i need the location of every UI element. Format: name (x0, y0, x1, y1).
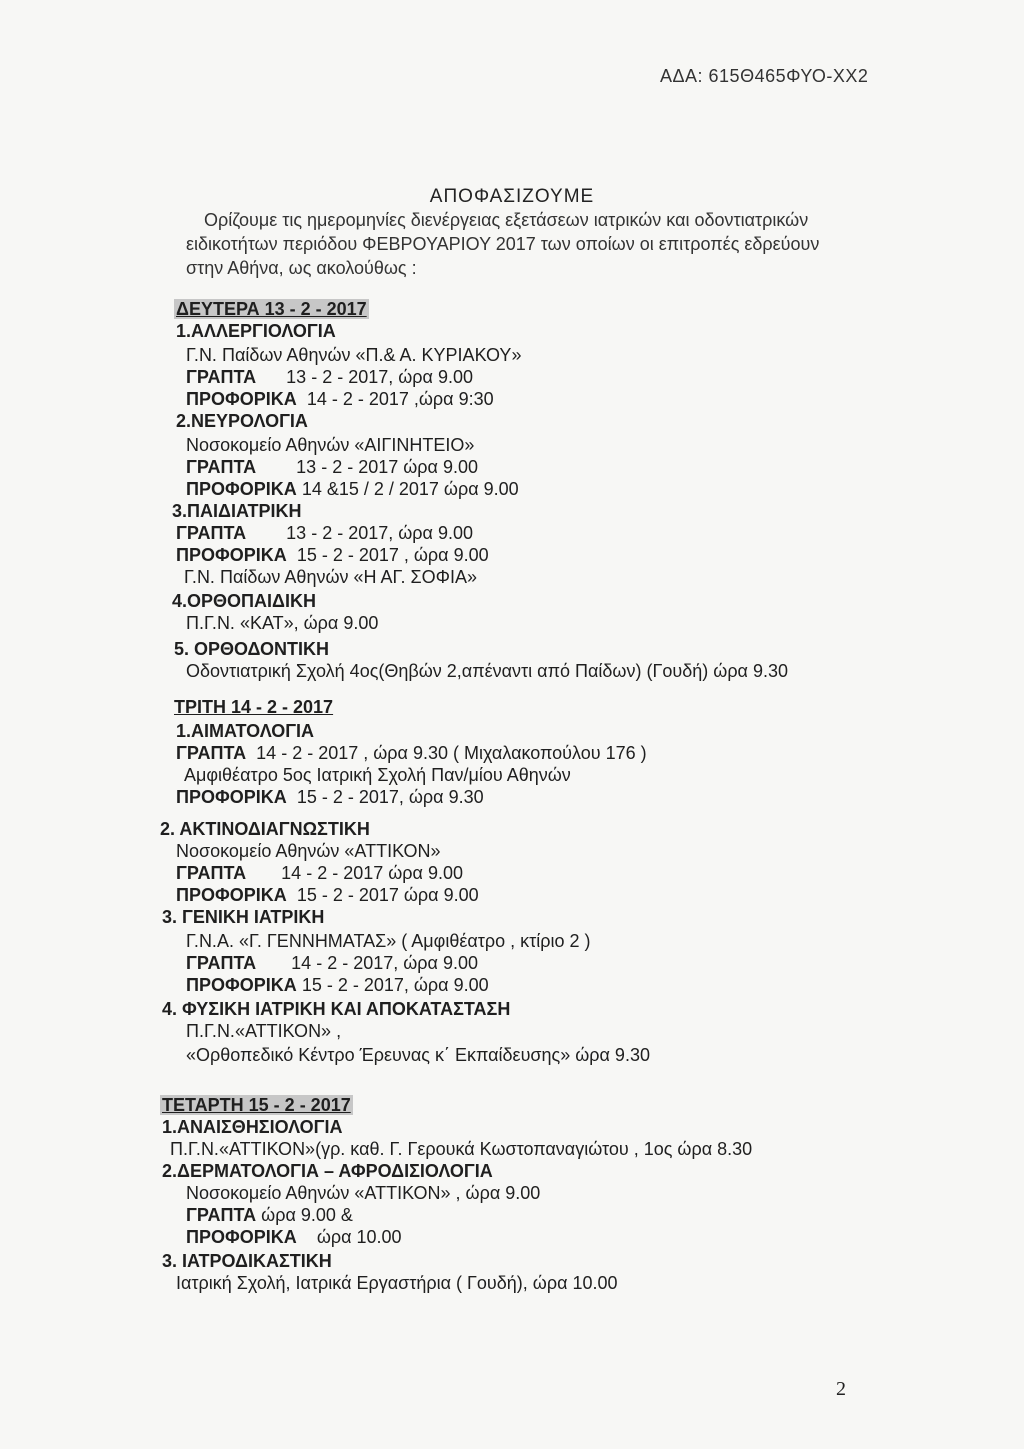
exam-place: Αμφιθέατρο 5ος Ιατρική Σχολή Παν/μίου Αθηνών (184, 765, 571, 785)
exam-place: Νοσοκομείο Αθηνών «ΑΤΤΙΚΟΝ» (176, 841, 441, 861)
intro-line-3: στην Αθήνα, ως ακολούθως : (186, 258, 417, 278)
monday-s1 (176, 320, 336, 342)
monday-day-heading: ΔΕΥΤΕΡΑ 13 - 2 - 2017 (176, 299, 367, 319)
oral-date: ώρα 10.00 (316, 1227, 402, 1247)
page-number: 2 (836, 1378, 846, 1400)
specialty-name: 1.ΑΙΜΑΤΟΛΟΓΙΑ (176, 721, 315, 741)
exam-place: Π.Γ.Ν.«ΑΤΤΙΚΟΝ»(γρ. καθ. Γ. Γερουκά Κωστοπαναγιώτου , 1ος ώρα 8.30 (170, 1139, 753, 1159)
ada-code: ΑΔΑ: 615Θ465ΦΥΟ-ΧΧ2 (660, 66, 869, 86)
written-date: 14 - 2 - 2017 , ώρα 9.30 ( Μιχαλακοπούλου 176 ) (256, 743, 647, 763)
oral-date: 15 - 2 - 2017 , ώρα 9.00 (296, 545, 489, 565)
monday-s1-details (186, 344, 521, 410)
oral-label: ΠΡΟΦΟΡΙΚΑ (186, 975, 297, 995)
written-date: 14 - 2 - 2017 ώρα 9.00 (281, 863, 463, 883)
oral-date: 14 &15 / 2 / 2017 ώρα 9.00 (301, 479, 519, 499)
written-label: ΓΡΑΠΤΑ (176, 743, 247, 763)
written-date: 13 - 2 - 2017, ώρα 9.00 (286, 367, 473, 387)
oral-date: 14 - 2 - 2017 ,ώρα 9:30 (306, 389, 494, 409)
tuesday-s2-details (176, 840, 479, 906)
tuesday-s2 (160, 818, 370, 840)
oral-label: ΠΡΟΦΟΡΙΚΑ (186, 1227, 297, 1247)
exam-place: Π.Γ.Ν.«ΑΤΤΙΚΟΝ» , (186, 1021, 342, 1041)
oral-date: 15 - 2 - 2017, ώρα 9.00 (301, 975, 489, 995)
written-label: ΓΡΑΠΤΑ (176, 523, 247, 543)
monday-s5 (174, 638, 788, 682)
intro-line-2: ειδικοτήτων περιόδου ΦΕΒΡΟΥΑΡΙΟΥ 2017 των οποίων οι επιτροπές εδρεύουν (186, 234, 820, 254)
exam-place: Π.Γ.Ν. «ΚΑΤ», ώρα 9.00 (186, 613, 379, 633)
tuesday-s3 (162, 906, 324, 928)
wednesday-s2-details (186, 1182, 540, 1248)
written-label: ΓΡΑΠΤΑ (186, 457, 257, 477)
written-label: ΓΡΑΠΤΑ (186, 367, 257, 387)
tuesday-s1 (176, 720, 647, 808)
specialty-name: 3. ΓΕΝΙΚΗ ΙΑΤΡΙΚΗ (162, 907, 325, 927)
specialty-name: 2.ΝΕΥΡΟΛΟΓΙΑ (176, 411, 308, 431)
oral-date: 15 - 2 - 2017, ώρα 9.30 (296, 787, 484, 807)
monday-s3-details (176, 522, 489, 588)
written-label: ΓΡΑΠΤΑ (186, 953, 257, 973)
specialty-name: 3.ΠΑΙΔΙΑΤΡΙΚΗ (172, 501, 302, 521)
specialty-name: 2.ΔΕΡΜΑΤΟΛΟΓΙΑ – ΑΦΡΟΔΙΣΙΟΛΟΓΙΑ (162, 1161, 493, 1181)
exam-place-2: «Ορθοπεδικό Κέντρο Έρευνας κ΄ Εκπαίδευσης» ώρα 9.30 (186, 1045, 650, 1065)
oral-label: ΠΡΟΦΟΡΙΚΑ (186, 389, 297, 409)
monday-s4 (172, 590, 378, 634)
specialty-name: 4. ΦΥΣΙΚΗ ΙΑΤΡΙΚΗ ΚΑΙ ΑΠΟΚΑΤΑΣΤΑΣΗ (162, 999, 511, 1019)
decision-heading: ΑΠΟΦΑΣΙΖΟΥΜΕ (429, 186, 595, 207)
written-label: ΓΡΑΠΤΑ (186, 1205, 257, 1225)
specialty-name: 4.ΟΡΘΟΠΑΙΔΙΚΗ (172, 591, 316, 611)
intro-line-1: Ορίζουμε τις ημερομηνίες διενέργειας εξετάσεων ιατρικών και οδοντιατρικών (204, 210, 809, 230)
wednesday-s2 (162, 1160, 493, 1182)
exam-place: Οδοντιατρική Σχολή 4ος(Θηβών 2,απέναντι από Παίδων) (Γουδή) ώρα 9.30 (186, 661, 788, 681)
exam-place: Νοσοκομείο Αθηνών «ΑΙΓΙΝΗΤΕΙΟ» (186, 435, 475, 455)
specialty-name: 2. ΑΚΤΙΝΟΔΙΑΓΝΩΣΤΙΚΗ (160, 819, 370, 839)
specialty-name: 3. ΙΑΤΡΟΔΙΚΑΣΤΙΚΗ (162, 1251, 332, 1271)
intro-paragraph (186, 208, 886, 280)
tuesday-s3-details (186, 930, 591, 996)
exam-place: Νοσοκομείο Αθηνών «ΑΤΤΙΚΟΝ» , ώρα 9.00 (186, 1183, 541, 1203)
exam-place: Γ.Ν.Α. «Γ. ΓΕΝΝΗΜΑΤΑΣ» ( Αμφιθέατρο , κτίριο 2 ) (186, 931, 591, 951)
oral-date: 15 - 2 - 2017 ώρα 9.00 (296, 885, 479, 905)
wednesday-s3 (162, 1250, 618, 1294)
monday-s2-details (186, 434, 519, 500)
monday-s2 (176, 410, 308, 432)
specialty-name: 5. ΟΡΘΟΔΟΝΤΙΚΗ (174, 639, 329, 659)
oral-label: ΠΡΟΦΟΡΙΚΑ (176, 787, 287, 807)
specialty-name: 1.ΑΛΛΕΡΓΙΟΛΟΓΙΑ (176, 321, 336, 341)
tuesday-day-heading: ΤΡΙΤΗ 14 - 2 - 2017 (174, 697, 334, 717)
tuesday-s4-details (186, 1020, 650, 1066)
exam-place: Ιατρική Σχολή, Ιατρικά Εργαστήρια ( Γουδή), ώρα 10.00 (176, 1273, 618, 1293)
written-date: 13 - 2 - 2017, ώρα 9.00 (286, 523, 473, 543)
written-label: ΓΡΑΠΤΑ (176, 863, 247, 883)
oral-label: ΠΡΟΦΟΡΙΚΑ (176, 885, 287, 905)
written-date: ώρα 9.00 & (261, 1205, 353, 1225)
written-date: 13 - 2 - 2017 ώρα 9.00 (296, 457, 478, 477)
tuesday-s4 (162, 998, 510, 1020)
wednesday-s1 (162, 1116, 752, 1160)
oral-label: ΠΡΟΦΟΡΙΚΑ (186, 479, 297, 499)
written-date: 14 - 2 - 2017, ώρα 9.00 (291, 953, 478, 973)
exam-place: Γ.Ν. Παίδων Αθηνών «Π.& Α. ΚΥΡΙΑΚΟΥ» (186, 345, 522, 365)
oral-label: ΠΡΟΦΟΡΙΚΑ (176, 545, 287, 565)
specialty-name: 1.ΑΝΑΙΣΘΗΣΙΟΛΟΓΙΑ (162, 1117, 343, 1137)
wednesday-day-heading: ΤΕΤΑΡΤΗ 15 - 2 - 2017 (162, 1095, 351, 1115)
monday-s3 (172, 500, 301, 522)
exam-place: Γ.Ν. Παίδων Αθηνών «Η ΑΓ. ΣΟΦΙΑ» (184, 567, 477, 587)
